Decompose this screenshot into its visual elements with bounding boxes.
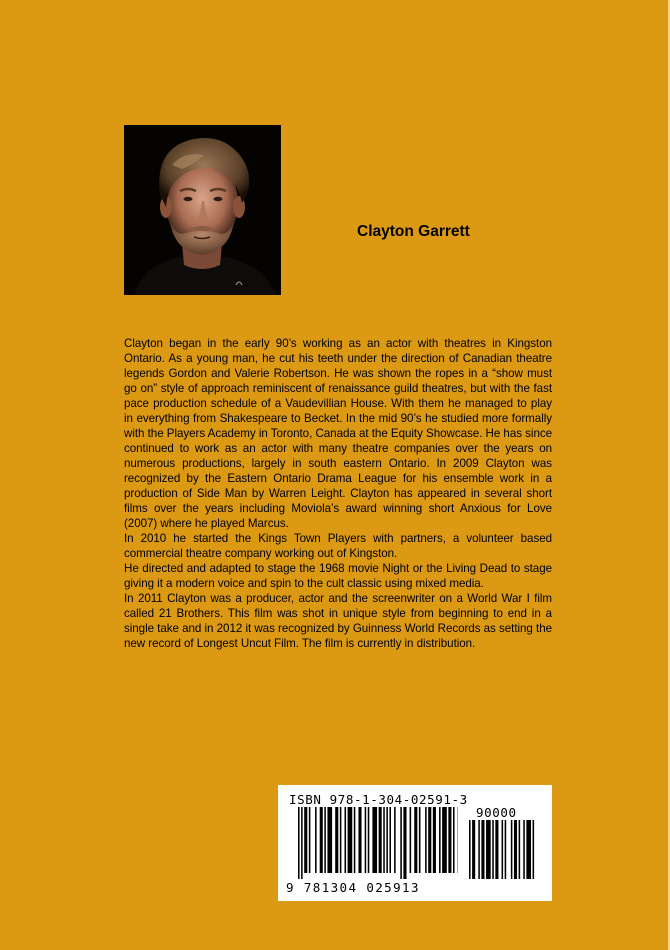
ean-barcode-bars xyxy=(298,807,458,879)
author-bio xyxy=(124,336,552,651)
isbn-label: ISBN 978-1-304-02591-3 xyxy=(289,792,468,807)
author-photo xyxy=(124,125,281,295)
author-name: Clayton Garrett xyxy=(357,223,470,240)
author-portrait-image xyxy=(124,125,281,295)
bio-paragraph: In 2010 he started the Kings Town Players with partners, a volunteer based commercial theatre company working out of Kingston. xyxy=(124,532,552,560)
ean-digits: 9 781304 025913 xyxy=(286,880,420,895)
bio-paragraph: He directed and adapted to stage the 1968 movie Night or the Living Dead to stage giving it a modern voice and spin to the cult classic using mixed media. xyxy=(124,562,552,590)
addon-barcode-bars xyxy=(469,820,537,879)
isbn-barcode xyxy=(278,785,552,901)
price-code: 90000 xyxy=(476,805,517,820)
bio-paragraph: Clayton began in the early 90’s working as an actor with theatres in Kingston Ontario. As a young man, he cut his teeth under the direction of Canadian theatre legends Gordon and Valerie Robertson. He was shown the ropes in a “show must go on” style of approach reminiscent of renaissance guild theatres, but with the fast pace production schedule of a Vaudevillian House. With them he managed to play in everything from Shakespeare to Becket. In the mid 90’s he studied more formally with the Players Academy in Toronto, Canada at the Equity Showcase. He has since continued to work as an actor with many theatre companies over the years on numerous productions, largely in south eastern Ontario. In 2009 Clayton was recognized by the Eastern Ontario Drama League for his ensemble work in a production of Side Man by Warren Leight. Clayton has appeared in several short films over the years including Moviola’s award winning short Anxious for Love (2007) where he played Marcus. xyxy=(124,337,552,530)
bio-paragraph: In 2011 Clayton was a producer, actor and the screenwriter on a World War I film called 21 Brothers. This film was shot in unique style from beginning to end in a single take and in 2012 it was recognized by Guinness World Records as setting the new record of Longest Uncut Film. The film is currently in distribution. xyxy=(124,592,552,650)
